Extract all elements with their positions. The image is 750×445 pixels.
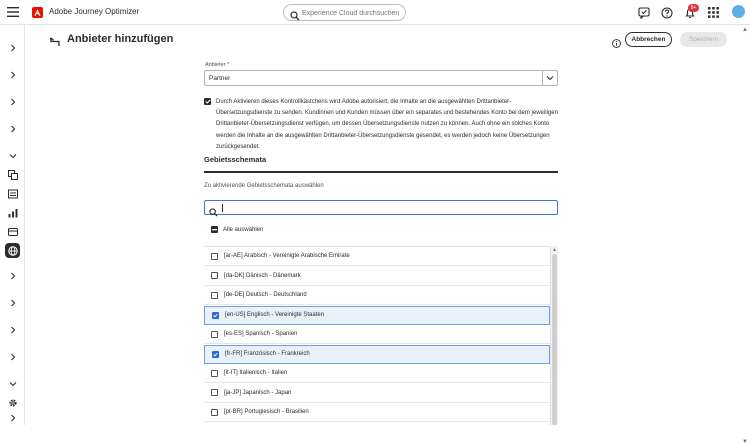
rail-expand-chevron-icon[interactable] [5,349,20,364]
scroll-up-arrow-icon[interactable]: ▲ [552,247,557,253]
search-icon [290,8,300,26]
search-input[interactable] [302,8,402,18]
provider-label-text: Anbieter [205,62,226,68]
locale-row[interactable] [204,247,550,266]
consent-text: Durch Aktivieren dieses Kontrollkästchens wird Adobe autorisiert, die Inhalte an die ausgewählten Drittanbieter-Übersetzungsdienste zu senden. Kundinnen und Kunden müssen über ein separates und bestehendes Konto bei dem jeweiligen Drittanbieter-Übersetzungsdienst verfügen, um dessen Übersetzungsdienste nutzen zu können. Auch ohne ein solches Konto werden die Inhalte an die ausgewählten Drittanbieter-Übersetzungsdienste gesendet, es werden jedoch keine Übersetzungen zurückgesendet. [216,99,558,150]
rail-expand-chevron-icon[interactable] [5,268,20,283]
locale-checkbox[interactable] [211,409,218,416]
save-button[interactable]: Speichern [680,32,727,47]
locale-label: [pt-BR] Portugiesisch - Brasilien [224,409,309,415]
locale-checkbox[interactable] [211,370,218,377]
help-icon[interactable] [660,6,673,19]
locale-label: [ja-JP] Japanisch - Japan [224,389,292,396]
user-avatar[interactable] [732,5,745,18]
rail-collapse-chevron-icon[interactable] [5,148,20,163]
text-caret [222,204,223,212]
rail-collapse-chevron-icon[interactable] [5,376,20,391]
locale-checkbox[interactable] [211,331,218,338]
content-templates-icon[interactable] [5,167,20,182]
locale-filter-field[interactable] [204,200,558,215]
locale-checkbox[interactable] [211,272,218,279]
locale-checkbox[interactable] [212,312,219,319]
apps-grid-icon[interactable] [707,6,720,19]
select-all-control[interactable] [211,226,263,233]
locale-row[interactable] [204,384,550,403]
locale-label: [ar-AE] Arabisch - Vereinigte Arabische Emirate [224,253,350,259]
locale-checkbox[interactable] [211,253,218,260]
cancel-button[interactable]: Abbrechen [625,32,672,47]
checkmark-icon [213,352,218,357]
locale-list-scrollbar[interactable] [550,246,558,425]
scroll-up-arrow-icon[interactable]: ▲ [742,27,748,33]
provider-select-value: Partner [209,75,231,82]
fragments-icon[interactable] [5,186,20,201]
checkmark-icon [213,313,218,318]
app-title[interactable]: Adobe Journey Optimizer [49,7,140,16]
select-all-checkbox[interactable] [211,226,218,233]
select-all-label: Alle auswählen [223,226,264,233]
back-arrow-icon[interactable] [50,34,60,52]
locale-checkbox[interactable] [211,389,218,396]
scroll-down-arrow-icon[interactable]: ▼ [742,439,748,445]
locale-row[interactable] [204,325,550,344]
locale-label: [fr-FR] Französisch - Frankreich [225,351,310,357]
rail-expand-chevron-icon[interactable] [5,40,20,55]
reports-icon[interactable] [5,205,20,220]
locale-checkbox[interactable] [211,292,218,299]
locale-label: [de-DE] Deutsch - Deutschland [224,292,307,298]
locale-label: [en-US] Englisch - Vereinigte Staaten [225,312,325,318]
provider-select[interactable] [204,70,558,86]
page-scrollbar[interactable] [741,25,750,445]
page-title: Anbieter hinzufügen [67,33,174,45]
scrollbar-thumb[interactable] [552,254,557,425]
rail-expand-chevron-icon[interactable] [5,295,20,310]
locale-row[interactable] [204,286,550,305]
locale-row[interactable] [204,306,550,325]
rail-expand-chevron-icon[interactable] [5,67,20,82]
locale-row[interactable] [204,403,550,422]
indeterminate-dash-icon [212,229,217,231]
global-search[interactable] [283,4,406,21]
consent-checkbox[interactable] [204,98,211,105]
adobe-logo-icon[interactable] [32,7,43,18]
checkmark-icon [205,99,211,104]
rail-expand-chevron-icon[interactable] [5,121,20,136]
locales-sub-label: Zu aktivierende Gebietsschemata auswählen [204,183,324,189]
left-rail [0,25,25,425]
rail-expand-chevron-icon[interactable] [5,94,20,109]
locales-section-title: Gebietsschemata [204,155,267,164]
rail-expand-chevron-icon[interactable] [5,410,20,425]
locale-list [204,246,550,425]
translation-globe-icon[interactable] [5,243,20,258]
page-header [25,25,750,55]
required-marker: * [227,62,230,68]
locale-label: [es-ES] Spanisch - Spanien [224,331,298,337]
top-bar [0,0,750,25]
feedback-icon[interactable] [637,6,650,19]
search-icon [209,204,218,222]
locale-row[interactable] [204,345,550,364]
rail-expand-chevron-icon[interactable] [5,322,20,337]
locale-label: [da-DK] Dänisch - Dänemark [224,272,301,279]
info-icon[interactable] [612,35,621,53]
channels-icon[interactable] [5,224,20,239]
locale-label: [it-IT] Italienisch - Italien [224,370,288,376]
provider-label [205,62,229,68]
notification-badge: 9+ [688,4,699,12]
settings-gear-icon[interactable] [5,395,20,410]
locale-row[interactable] [204,267,550,286]
menu-icon[interactable] [7,6,19,18]
chevron-down-icon[interactable] [542,71,557,85]
locale-row[interactable] [204,364,550,383]
locale-checkbox[interactable] [212,351,219,358]
section-divider [204,171,558,173]
